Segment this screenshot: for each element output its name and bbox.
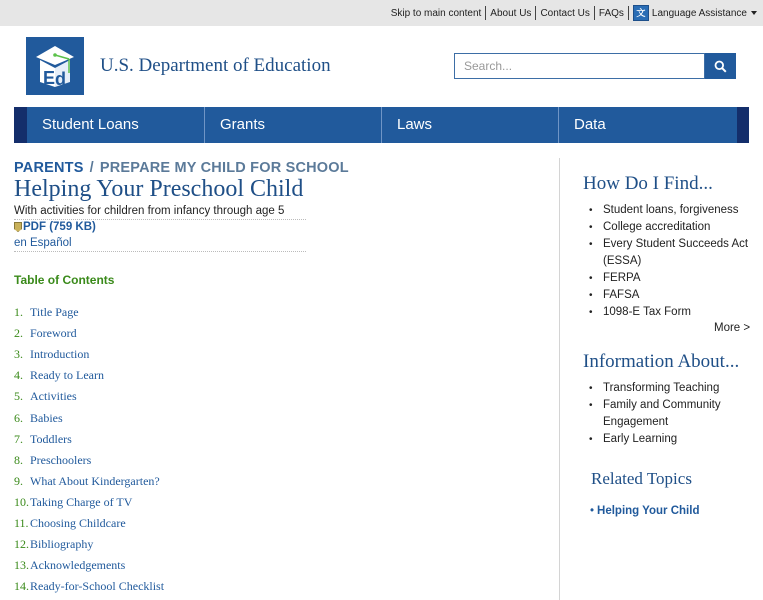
toc-link[interactable]: Foreword [30, 326, 77, 341]
toc-number: 4. [14, 368, 23, 383]
toc-link[interactable]: Title Page [30, 305, 79, 320]
toc-list [14, 302, 164, 597]
nav-grants[interactable]: Grants [204, 107, 381, 143]
main-nav [14, 107, 749, 143]
toc-link[interactable]: What About Kindergarten? [30, 473, 160, 488]
pdf-link-label: PDF (759 KB) [23, 221, 96, 233]
related-topic-label: Helping Your Child [597, 505, 700, 517]
about-us-link[interactable]: About Us [490, 7, 532, 19]
breadcrumb-parents-link[interactable]: PARENTS [14, 160, 84, 176]
bullet-icon: • [590, 505, 595, 517]
toc-item [14, 302, 164, 323]
search-button[interactable] [705, 53, 736, 79]
toc-item [14, 407, 164, 428]
toc-number: 11. [14, 515, 29, 530]
toc-link[interactable]: Bibliography [30, 537, 94, 552]
find-item-fafsa[interactable]: • FAFSA [583, 287, 758, 304]
toc-number: 7. [14, 431, 23, 446]
breadcrumb-separator: / [89, 160, 94, 176]
page-subtitle: With activities for children from infancy through age 5 [14, 205, 306, 220]
search-icon [714, 60, 727, 73]
toc-link[interactable]: Activities [30, 389, 77, 404]
how-do-i-find-heading: How Do I Find... [583, 173, 713, 194]
toc-item [14, 386, 164, 407]
utility-links [387, 0, 757, 26]
toc-number: 1. [14, 305, 23, 320]
nav-student-loans[interactable]: Student Loans [42, 116, 139, 133]
language-assistance-label: Language Assistance [651, 7, 747, 19]
toc-link[interactable]: Ready to Learn [30, 368, 104, 383]
svg-text:d: d [55, 69, 66, 89]
svg-text:E: E [43, 68, 56, 88]
search-input[interactable] [454, 53, 705, 79]
ed-logo-icon [26, 37, 84, 95]
how-do-i-find-list [583, 202, 758, 321]
related-topic-helping-your-child[interactable] [590, 505, 699, 517]
caret-down-icon [751, 11, 757, 15]
toc-item [14, 555, 164, 576]
site-title[interactable]: U.S. Department of Education [100, 55, 331, 76]
more-link[interactable]: More > [714, 322, 751, 334]
info-item-early-learning[interactable]: • Early Learning [583, 431, 733, 448]
toc-link[interactable]: Toddlers [30, 431, 72, 446]
toc-item [14, 344, 164, 365]
toc-link[interactable]: Acknowledgements [30, 558, 126, 573]
toc-link[interactable]: Choosing Childcare [30, 515, 126, 530]
nav-laws[interactable]: Laws [381, 107, 558, 143]
espanol-link[interactable]: en Español [14, 237, 306, 252]
toc-number: 2. [14, 326, 23, 341]
toc-number: 5. [14, 389, 23, 404]
faqs-link[interactable]: FAQs [598, 7, 624, 19]
find-item-essa[interactable]: • Every Student Succeeds Act (ESSA) [583, 236, 758, 270]
breadcrumb-current: PREPARE MY CHILD FOR SCHOOL [99, 160, 349, 176]
toc-item [14, 323, 164, 344]
toc-link[interactable]: Ready-for-School Checklist [30, 579, 165, 594]
toc-item [14, 429, 164, 450]
toc-item [14, 576, 164, 597]
info-item-family-community[interactable]: • Family and Community Engagement [583, 397, 733, 431]
toc-number: 8. [14, 452, 23, 467]
toc-number: 13. [14, 558, 29, 573]
toc-link[interactable]: Taking Charge of TV [30, 494, 133, 509]
toc-item [14, 492, 164, 513]
breadcrumb [14, 160, 349, 176]
ed-logo[interactable] [26, 37, 84, 95]
utility-bar [0, 0, 763, 26]
nav-edge [737, 107, 749, 143]
toc-link[interactable]: Babies [30, 410, 63, 425]
page-title: Helping Your Preschool Child [14, 176, 304, 202]
skip-to-main-content-link[interactable]: Skip to main content [390, 7, 482, 19]
contact-us-link[interactable]: Contact Us [540, 7, 590, 19]
toc-item [14, 471, 164, 492]
pdf-icon [14, 222, 22, 232]
toc-number: 9. [14, 473, 23, 488]
find-item-college-accreditation[interactable]: • College accreditation [583, 219, 758, 236]
language-assistance-dropdown[interactable] [629, 5, 757, 21]
toc-number: 6. [14, 410, 23, 425]
toc-link[interactable]: Introduction [30, 347, 90, 362]
info-item-transforming-teaching[interactable]: • Transforming Teaching [583, 380, 733, 397]
nav-data[interactable]: Data [558, 107, 736, 143]
toc-number: 3. [14, 347, 23, 362]
toc-item [14, 513, 164, 534]
find-item-ferpa[interactable]: • FERPA [583, 270, 758, 287]
toc-number: 10. [14, 494, 29, 509]
pdf-download-link[interactable] [14, 221, 96, 233]
related-topics-heading: Related Topics [591, 469, 692, 488]
information-about-heading: Information About... [583, 351, 740, 372]
toc-number: 12. [14, 537, 29, 552]
toc-item [14, 450, 164, 471]
find-item-student-loans[interactable]: • Student loans, forgiveness [583, 202, 758, 219]
toc-link[interactable]: Preschoolers [30, 452, 92, 467]
toc-number: 14. [14, 579, 29, 594]
toc-heading: Table of Contents [14, 273, 115, 287]
toc-item [14, 365, 164, 386]
toc-item [14, 534, 164, 555]
find-item-1098e[interactable]: • 1098-E Tax Form [583, 304, 758, 321]
nav-edge [14, 107, 27, 143]
information-about-list [583, 380, 733, 448]
translate-icon: 文 [633, 5, 649, 21]
column-divider [559, 158, 560, 600]
